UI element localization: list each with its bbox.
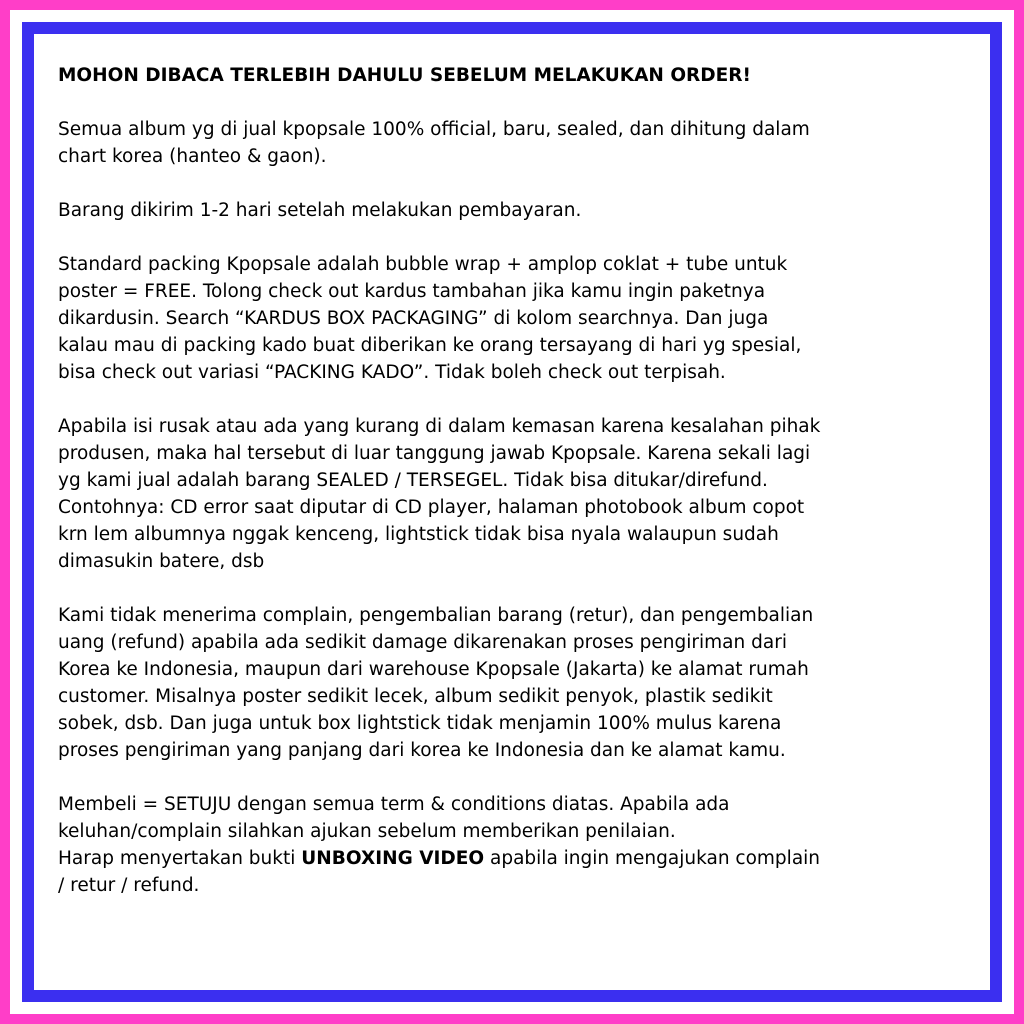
notice-content — [58, 62, 978, 899]
paragraph-line: produsen, maka hal tersebut di luar tanggung jawab Kpopsale. Karena sekali lagi — [58, 443, 811, 464]
paragraph-line: uang (refund) apabila ada sedikit damage dikarenakan proses pengiriman dari — [58, 632, 787, 653]
notice-paragraph — [58, 791, 978, 845]
paragraph-line: Barang dikirim 1-2 hari setelah melakukan pembayaran. — [58, 200, 582, 221]
paragraph-line: Standard packing Kpopsale adalah bubble wrap + amplop coklat + tube untuk — [58, 254, 788, 275]
text-segment: apabila ingin mengajukan complain — [484, 848, 821, 869]
text-segment: Harap menyertakan bukti — [58, 848, 302, 869]
paragraph-line: bisa check out variasi “PACKING KADO”. Tidak boleh check out terpisah. — [58, 362, 726, 383]
notice-paragraphs — [58, 116, 978, 845]
paragraph-line: Membeli = SETUJU dengan semua term & conditions diatas. Apabila ada — [58, 794, 730, 815]
paragraph-line: / retur / refund. — [58, 875, 200, 896]
emphasis-unboxing-video: UNBOXING VIDEO — [301, 848, 485, 869]
paragraph-line: chart korea (hanteo & gaon). — [58, 146, 327, 167]
notice-paragraph-unboxing — [58, 845, 978, 899]
notice-paragraph — [58, 197, 978, 224]
paragraph-line: customer. Misalnya poster sedikit lecek, album sedikit penyok, plastik sedikit — [58, 686, 773, 707]
notice-paragraph — [58, 602, 978, 764]
paragraph-line: Kami tidak menerima complain, pengembalian barang (retur), dan pengembalian — [58, 605, 814, 626]
paragraph-line: Contohnya: CD error saat diputar di CD player, halaman photobook album copot — [58, 497, 805, 518]
notice-paragraph — [58, 413, 978, 575]
paragraph-line: poster = FREE. Tolong check out kardus tambahan jika kamu ingin paketnya — [58, 281, 766, 302]
paragraph-line: Apabila isi rusak atau ada yang kurang di dalam kemasan karena kesalahan pihak — [58, 416, 821, 437]
notice-paragraph — [58, 116, 978, 170]
notice-paragraph — [58, 251, 978, 386]
paragraph-line: Korea ke Indonesia, maupun dari warehouse Kpopsale (Jakarta) ke alamat rumah — [58, 659, 809, 680]
paragraph-line: proses pengiriman yang panjang dari korea ke Indonesia dan ke alamat kamu. — [58, 740, 786, 761]
paragraph-line: Semua album yg di jual kpopsale 100% official, baru, sealed, dan dihitung dalam — [58, 119, 810, 140]
paragraph-line: dimasukin batere, dsb — [58, 551, 265, 572]
paragraph-line: kalau mau di packing kado buat diberikan ke orang tersayang di hari yg spesial, — [58, 335, 802, 356]
notice-heading: MOHON DIBACA TERLEBIH DAHULU SEBELUM MELAKUKAN ORDER! — [58, 65, 751, 86]
paragraph-line — [58, 845, 978, 872]
paragraph-line: sobek, dsb. Dan juga untuk box lightstick tidak menjamin 100% mulus karena — [58, 713, 782, 734]
paragraph-line: yg kami jual adalah barang SEALED / TERSEGEL. Tidak bisa ditukar/direfund. — [58, 470, 768, 491]
paragraph-line: krn lem albumnya nggak kenceng, lightstick tidak bisa nyala walaupun sudah — [58, 524, 779, 545]
paragraph-line: keluhan/complain silahkan ajukan sebelum memberikan penilaian. — [58, 821, 676, 842]
paragraph-line: dikardusin. Search “KARDUS BOX PACKAGING” di kolom searchnya. Dan juga — [58, 308, 769, 329]
